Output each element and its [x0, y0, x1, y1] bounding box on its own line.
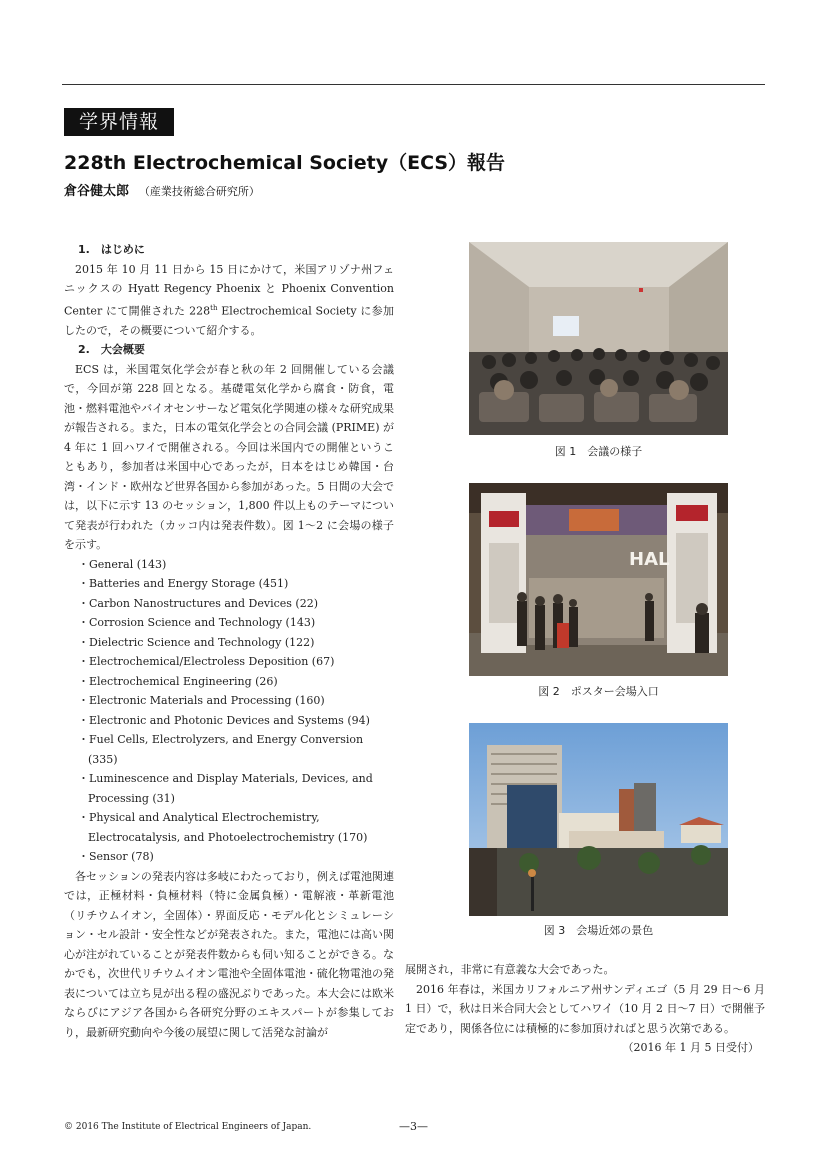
session-item: ・ Carbon Nanostructures and Devices (22) [64, 594, 394, 614]
hall-sign-text: HAL [629, 549, 670, 570]
figure-2-caption: 図 2 ポスター会場入口 [538, 685, 659, 698]
section-tag: 学界情報 [64, 108, 174, 136]
figure-2-photo [469, 483, 728, 676]
figure-1-photo [469, 242, 728, 435]
session-item: ・ Electrochemical/Electroless Deposition (67) [64, 652, 394, 672]
overview-paragraph: ECS は，米国電気化学会が春と秋の年 2 回開催している会議で，今回が第 228 回となる。基礎電気化学から腐食・防食，電池・燃料電池やバイオセンサーなど電気化学関連の様々な研究成果が報告される。また，日本の電気化学会との合同会議 (PRIME) が 4 年に 1 回ハワイで開催される。今回は米国内での開催ということもあり，参加者は米国中心であったが，日本をはじめ韓国・台湾・インド・欧州など世界各国から参加があった。5 日間の大会では，以下に示す 13 のセッション，1,800 件以上ものテーマについて発表が行われた（カッコ内は発表件数）。図 1〜2 に会場の様子を示す。 [64, 362, 394, 552]
intro-heading: 1. はじめに [78, 243, 145, 256]
session-item: ・ Dielectric Science and Technology (122) [64, 633, 394, 653]
author-name: 倉谷健太郎 [64, 184, 130, 199]
session-item: ・ Physical and Analytical Electrochemistry, Electrocatalysis, and Photoelectrochemistry (170) [64, 808, 394, 847]
figure-3-caption: 図 3 会場近郊の景色 [543, 924, 654, 937]
author-line [64, 180, 260, 199]
session-item: ・ Fuel Cells, Electrolyzers, and Energy Conversion (335) [64, 730, 394, 769]
figure-1-caption: 図 1 会議の様子 [554, 445, 643, 458]
article-title: 228th Electrochemical Society（ECS）報告 [64, 152, 506, 174]
intro-text-sup: th [210, 303, 218, 312]
session-item: ・ Electrochemical Engineering (26) [64, 672, 394, 692]
left-column [64, 240, 394, 1042]
page-number: —3— [399, 1120, 428, 1133]
figure-3-photo [469, 723, 728, 916]
city-view-illustration [469, 723, 728, 916]
continuation-paragraph: 展開され，非常に有意義な大会であった。 [405, 963, 615, 976]
session-list [64, 555, 394, 867]
intro-paragraph [64, 260, 394, 341]
session-item: ・ Sensor (78) [64, 847, 394, 867]
summary-paragraph: 各セッションの発表内容は多岐にわたっており，例えば電池関連では，正極材料・負極材料（特に金属負極）・電解液・革新電池（リチウムイオン，全固体）・界面反応・モデル化とシミュレーション・セル設計・安全性などが発表された。また，電池には高い関心が注がれていることが発表件数からも伺い知ることができる。なかでも，次世代リチウムイオン電池や全固体電池・硫化物電池の発表については立ち見が出る程の盛況ぶりであった。本大会には欧米ならびにアジア各国から各研究分野のエキスパートが参集しており，最新研究動向や今後の展望に関して活発な討論が [64, 869, 394, 1039]
poster-entrance-illustration [469, 483, 728, 676]
session-item: ・ Luminescence and Display Materials, Devices, and Processing (31) [64, 769, 394, 808]
conference-room-illustration [469, 242, 728, 435]
session-item: ・ Batteries and Energy Storage (451) [64, 574, 394, 594]
session-item: ・ Electronic and Photonic Devices and Systems (94) [64, 711, 394, 731]
right-column [405, 960, 765, 1058]
received-date: （2016 年 1 月 5 日受付） [622, 1041, 759, 1054]
author-affiliation: （産業技術総合研究所） [138, 185, 260, 198]
next-meeting-paragraph: 2016 年春は，米国カリフォルニア州サンディエゴ（5 月 29 日〜6 月 1 日）で，秋は日米合同大会としてハワイ（10 月 2 日〜7 日）で開催予定であり，関係各位には積極的に参加頂ければと思う次第である。 [405, 982, 765, 1035]
top-rule [62, 84, 765, 85]
session-item: ・ General (143) [64, 555, 394, 575]
overview-heading: 2. 大会概要 [78, 343, 145, 357]
session-item: ・ Corrosion Science and Technology (143) [64, 613, 394, 633]
footer-copyright: © 2016 The Institute of Electrical Engineers of Japan. [64, 1122, 312, 1132]
session-item: ・ Electronic Materials and Processing (160) [64, 691, 394, 711]
intro-text-post: Electrochemical Society に参加したので，その概要について紹介する。 [64, 304, 395, 337]
intro-text-pre: 2015 年 10 月 11 日から 15 日にかけて，米国アリゾナ州フェニックスの Hyatt Regency Phoenix と Phoenix Convention Center にて開催された 228 [64, 262, 394, 318]
